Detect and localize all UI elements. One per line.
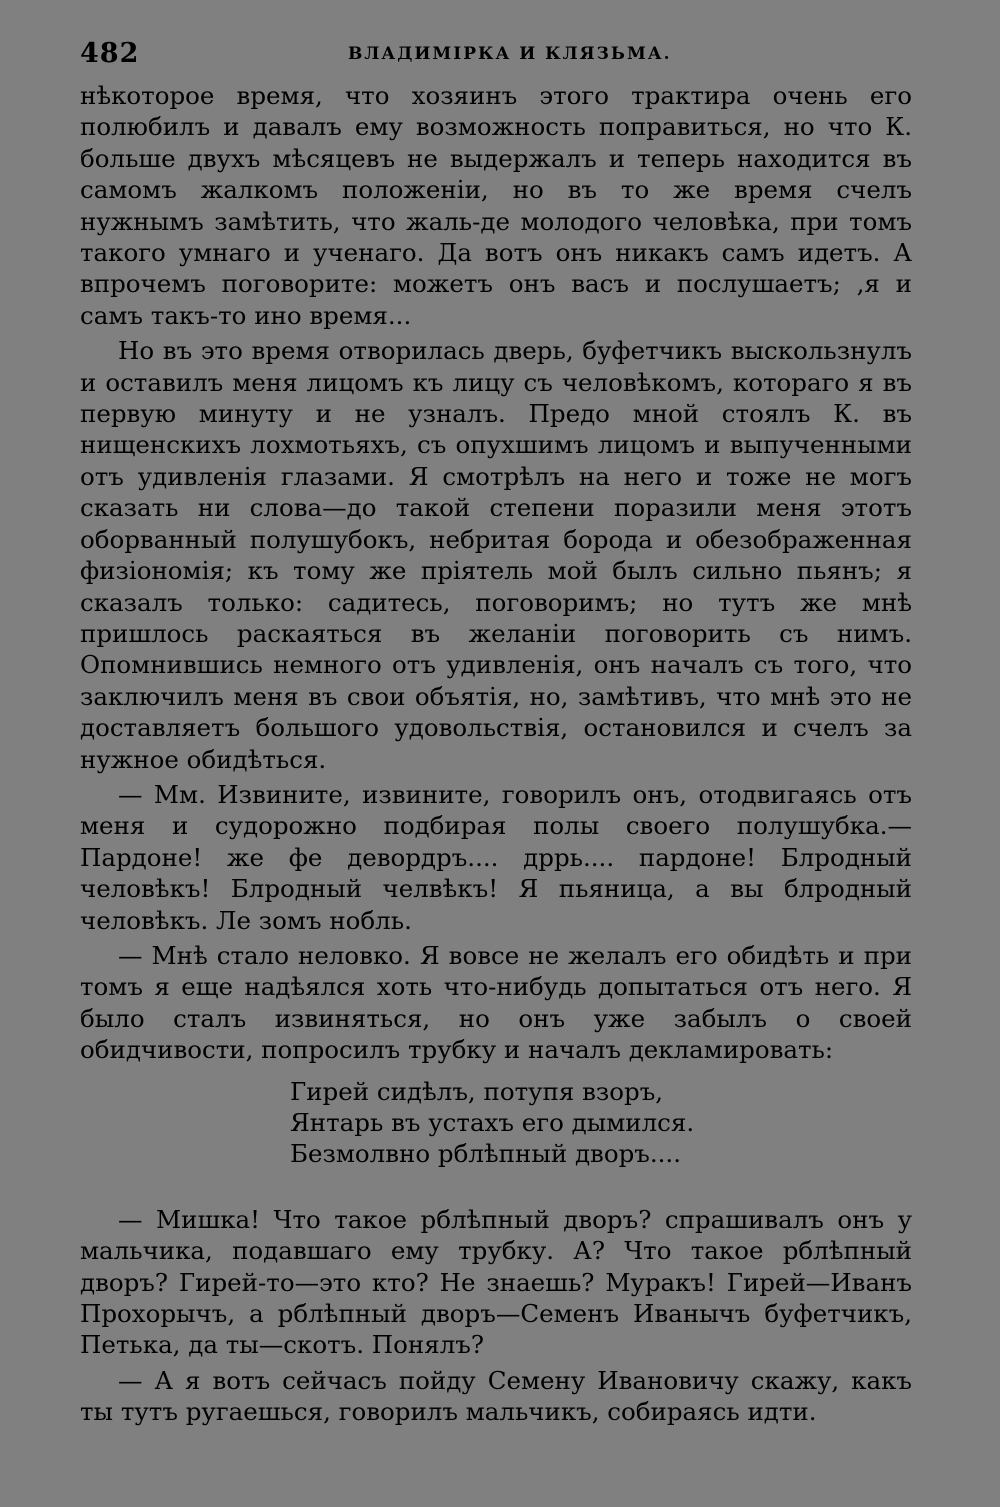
verse-line: Безмолвно рблѣпный дворъ.... [290,1139,681,1169]
running-title: ВЛАДИМІРКА И КЛЯЗЬМА. [348,44,672,64]
page-header [80,28,912,80]
paragraph: — Мишка! Что такое рблѣпный дворъ? спрашивалъ онъ у мальчика, подавшаго ему трубку. А? Что такое рблѣпный дворъ? Гирей-то—это кто? Не знаешь? Муракъ! Гирей—Иванъ Прохорычъ, а рблѣпный дворъ—Семенъ Иванычъ буфетчикъ, Петька, да ты—скотъ. Понялъ? [80,1204,912,1360]
paragraph: — А я вотъ сейчасъ пойду Семену Ивановичу скажу, какъ ты тутъ ругаешься, говорилъ мальчикъ, собираясь идти. [80,1365,912,1427]
page-number: 482 [80,38,140,69]
paragraph: нѣкоторое время, что хозяинъ этого трактира очень его полюбилъ и давалъ ему возможность поправиться, но что К. больше двухъ мѣсяцевъ не выдержалъ и теперь находится въ самомъ жалкомъ положеніи, но въ то же время счелъ нужнымъ замѣтить, что жаль-де молодого человѣка, при томъ такого умнаго и ученаго. Да вотъ онъ никакъ самъ идетъ. А впрочемъ поговорите: можетъ онъ васъ и послушаетъ; ,я и самъ такъ-то ино время... [80,81,912,330]
paragraph: Но въ это время отворилась дверь, буфетчикъ выскользнулъ и оставилъ меня лицомъ къ лицу съ человѣкомъ, котораго я въ первую минуту и не узналъ. Предо мной стоялъ К. въ нищенскихъ лохмотьяхъ, съ опухшимъ лицомъ и выпученными отъ удивленія глазами. Я смотрѣлъ на него и тоже не могъ сказать ни слова—до такой степени поразили меня этотъ оборванный полушубокъ, небритая борода и обезображенная физіономія; къ тому же пріятель мой былъ сильно пьянъ; я сказалъ только: садитесь, поговоримъ; но тутъ же мнѣ пришлось раскаяться въ желаніи поговорить съ нимъ. Опомнившись немного отъ удивленія, онъ началъ съ того, что заключилъ меня въ свои объятія, но, замѣтивъ, что мнѣ это не доставляетъ большого удовольствія, остановился и счелъ за нужное обидѣться. [80,336,912,774]
book-page [80,28,912,1428]
verse-line: Янтарь въ устахъ его дымился. [290,1108,695,1137]
paragraph: — Мнѣ стало неловко. Я вовсе не желалъ его обидѣть и при томъ я еще надѣялся хоть что-нибудь допытаться отъ него. Я было сталъ извиняться, но онъ уже забылъ о своей обидчивости, попросилъ трубку и началъ декламировать: [80,940,912,1065]
verse-line: Гирей сидѣлъ, потупя взоръ, [290,1076,664,1106]
verse-quote [290,1076,912,1170]
paragraph: — Мм. Извините, извините, говорилъ онъ, отодвигаясь отъ меня и судорожно подбирая полы своего полушубка.—Пардоне! же фе девордръ.... дррь.... пардоне! Блродный человѣкъ! Блродный челвѣкъ! Я пьяница, а вы блродный человѣкъ. Ле зомъ нобль. [80,779,912,935]
